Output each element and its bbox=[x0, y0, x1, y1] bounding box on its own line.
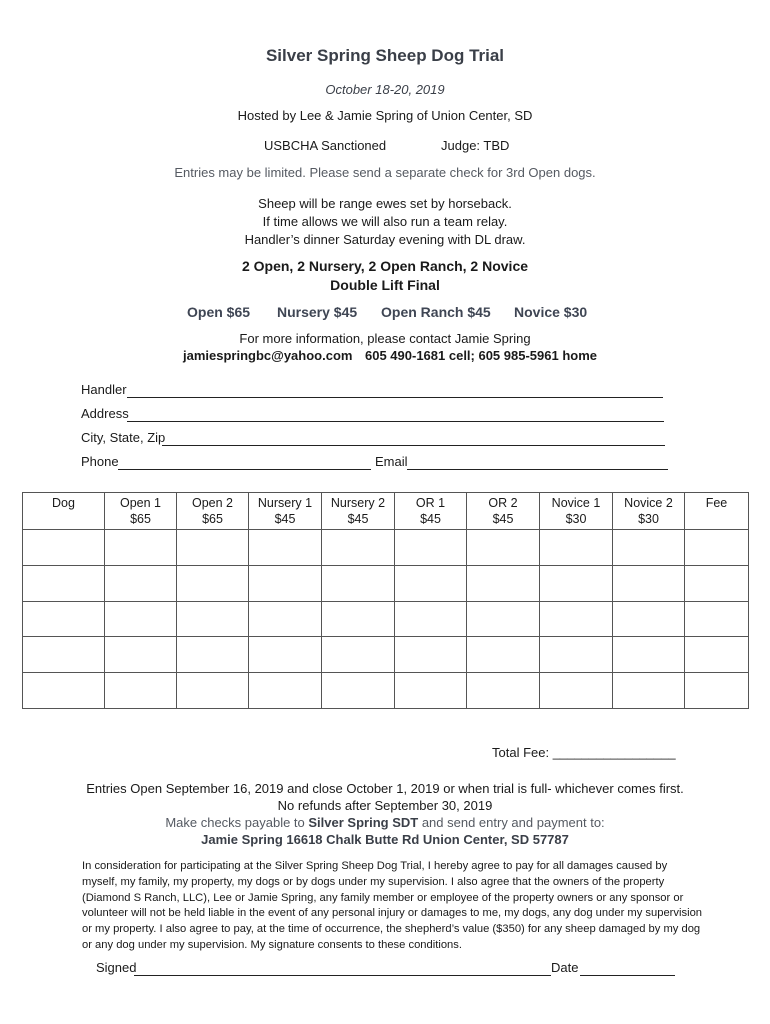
table-row bbox=[23, 637, 749, 673]
contact-email[interactable]: jamiespringbc@yahoo.com bbox=[183, 348, 353, 363]
fee-open: Open $65 bbox=[187, 304, 251, 320]
column-header: OR 1 $45 bbox=[395, 493, 467, 530]
details-line: Sheep will be range ewes set by horseback. bbox=[258, 196, 512, 211]
column-header: Novice 1 $30 bbox=[540, 493, 613, 530]
table-row bbox=[23, 673, 749, 709]
total-fee-field[interactable]: Total Fee: _________________ bbox=[492, 745, 676, 760]
payable-line: Make checks payable to Silver Spring SDT and send entry and payment to: bbox=[165, 815, 605, 830]
city-state-zip-label: City, State, Zip bbox=[81, 430, 166, 445]
handler-label: Handler bbox=[81, 382, 127, 397]
judge-text: Judge: TBD bbox=[441, 138, 510, 153]
table-header-row bbox=[23, 493, 749, 530]
trial-details bbox=[0, 195, 770, 249]
entry-table bbox=[22, 492, 749, 709]
table-row bbox=[23, 565, 749, 601]
page-title: Silver Spring Sheep Dog Trial bbox=[265, 46, 505, 65]
liability-waiver: In consideration for participating at the Silver Spring Sheep Dog Trial, I hereby agree to pay for all damages caused by myself, my family, my property, my dogs or by dogs under my supervision. I also agree that the owners of the property (Diamond S Ranch, LLC), Lee or Jamie Spring, any family member or employee of the property owners or any sponsor or volunteer will not be held liable in the event of any personal injury or damages to me, my dogs, any dog under my supervision or my property. I also agree to pay, at the time of occurrence, the shepherd’s value ($350) for any sheep damaged by my dog or any dog under my supervision. My signature consents to these conditions. bbox=[82, 860, 703, 951]
city-state-zip-field[interactable] bbox=[162, 445, 665, 446]
email-label: Email bbox=[375, 454, 408, 469]
column-header: Nursery 2 $45 bbox=[322, 493, 395, 530]
handler-field[interactable] bbox=[127, 397, 663, 398]
entries-period bbox=[0, 780, 770, 814]
phone-field[interactable] bbox=[118, 469, 371, 470]
address-field[interactable] bbox=[127, 421, 664, 422]
contact-info: For more information, please contact Jamie Spring bbox=[239, 331, 531, 346]
email-field[interactable] bbox=[407, 469, 668, 470]
column-header: Dog bbox=[23, 493, 105, 530]
sanctioned-text: USBCHA Sanctioned bbox=[264, 138, 387, 153]
details-line: Handler’s dinner Saturday evening with DL draw. bbox=[244, 232, 526, 247]
column-header: Nursery 1 $45 bbox=[249, 493, 322, 530]
classes-line: 2 Open, 2 Nursery, 2 Open Ranch, 2 Novice bbox=[241, 258, 529, 274]
column-header: Open 1 $65 bbox=[105, 493, 177, 530]
address-label: Address bbox=[81, 406, 129, 421]
fee-nursery: Nursery $45 bbox=[277, 304, 358, 320]
entries-limit-note: Entries may be limited. Please send a separate check for 3rd Open dogs. bbox=[174, 165, 596, 180]
column-header: Novice 2 $30 bbox=[613, 493, 685, 530]
date-label: Date bbox=[551, 960, 579, 975]
refund-line: No refunds after September 30, 2019 bbox=[277, 798, 493, 813]
fee-novice: Novice $30 bbox=[514, 304, 588, 320]
table-row bbox=[23, 530, 749, 566]
event-dates: October 18-20, 2019 bbox=[325, 82, 445, 97]
fee-open-ranch: Open Ranch $45 bbox=[381, 304, 491, 320]
table-row bbox=[23, 601, 749, 637]
phone-label: Phone bbox=[81, 454, 119, 469]
signed-label: Signed bbox=[96, 960, 137, 975]
signature-field[interactable] bbox=[134, 975, 551, 976]
classes-line: Double Lift Final bbox=[330, 277, 440, 293]
mailing-address: Jamie Spring 16618 Chalk Butte Rd Union Center, SD 57787 bbox=[201, 832, 569, 847]
date-field[interactable] bbox=[580, 975, 675, 976]
entries-line: Entries Open September 16, 2019 and close October 1, 2019 or when trial is full- whichever comes first. bbox=[86, 781, 684, 796]
hosted-by: Hosted by Lee & Jamie Spring of Union Center, SD bbox=[237, 108, 533, 123]
classes-offered bbox=[0, 257, 770, 295]
column-header: OR 2 $45 bbox=[467, 493, 540, 530]
details-line: If time allows we will also run a team relay. bbox=[262, 214, 508, 229]
column-header: Open 2 $65 bbox=[177, 493, 249, 530]
column-header: Fee bbox=[685, 493, 749, 530]
contact-phones: 605 490-1681 cell; 605 985-5961 home bbox=[365, 348, 598, 363]
